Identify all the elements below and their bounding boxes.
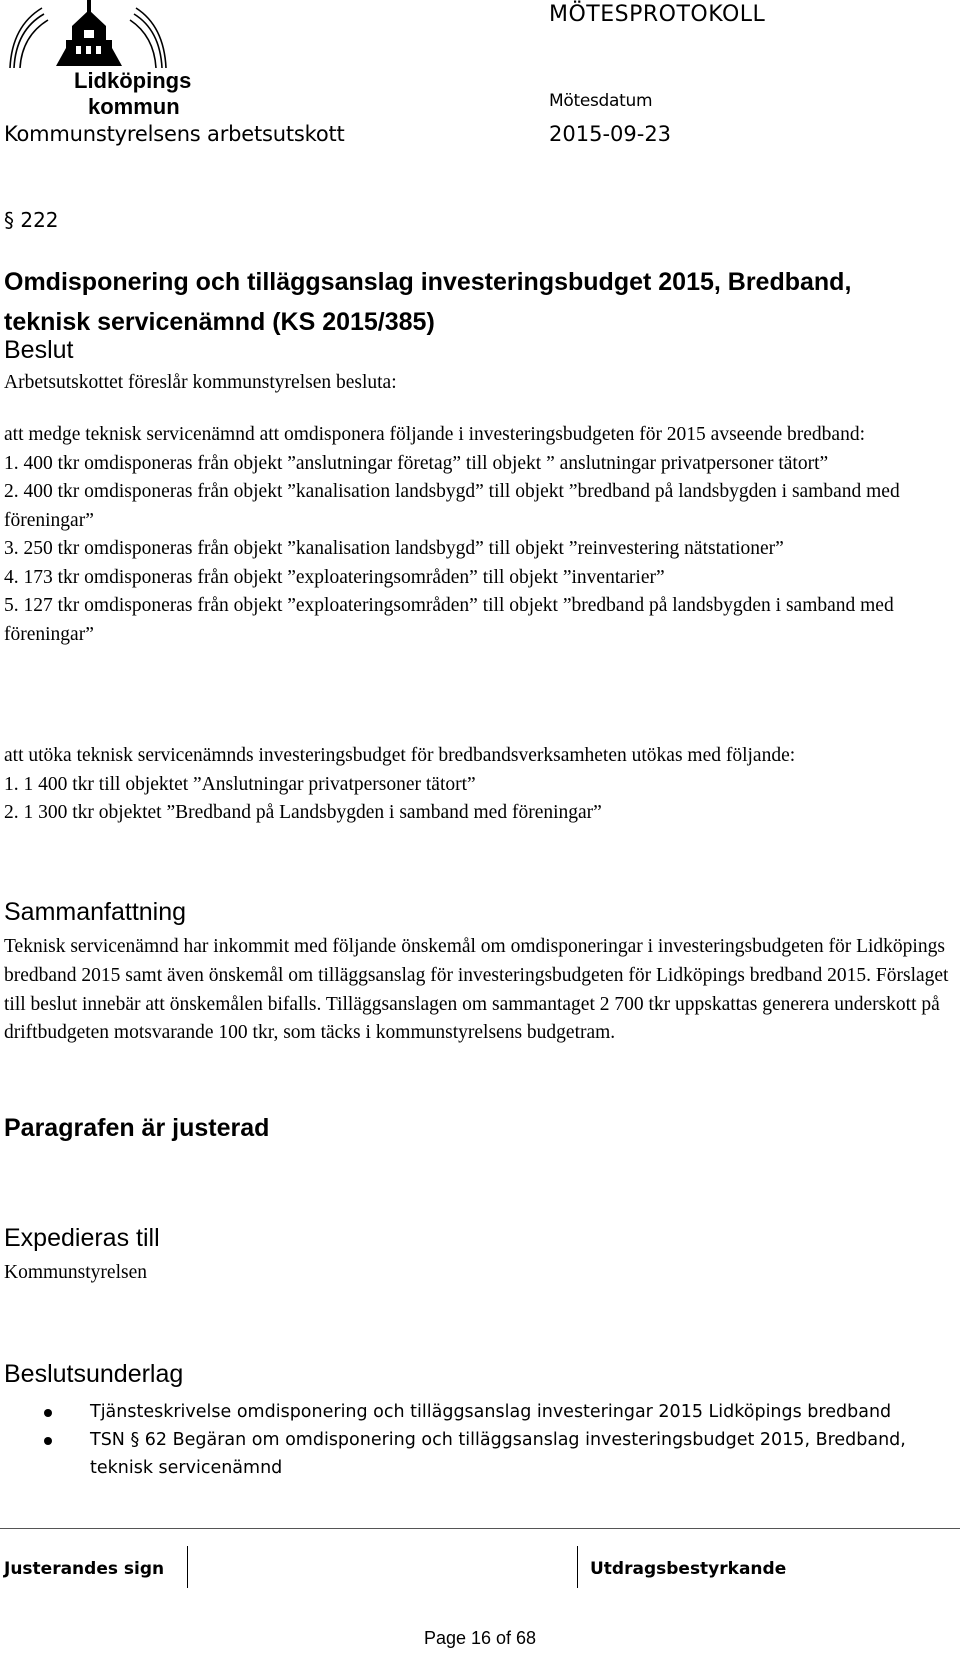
signature-box-divider xyxy=(187,1546,188,1588)
document-type: MÖTESPROTOKOLL xyxy=(549,2,766,27)
list-item: 2. 400 tkr omdisponeras från objekt ”kanalisation landsbygd” till objekt ”bredband på landsbygden i samband med föreningar” xyxy=(4,481,900,531)
bullet-icon xyxy=(44,1409,52,1417)
meeting-date-label: Mötesdatum xyxy=(549,91,653,111)
list-item-text: TSN § 62 Begäran om omdisponering och tilläggsanslag investeringsbudget 2015, Bredband, teknisk servicenämnd xyxy=(90,1430,906,1478)
beslut-part2-lead: att utöka teknisk servicenämnds investeringsbudget för bredbandsverksamheten utökas med följande: xyxy=(4,745,796,766)
list-item: 4. 173 tkr omdisponeras från objekt ”exploateringsområden” till objekt ”inventarier” xyxy=(4,566,665,588)
committee-name: Kommunstyrelsens arbetsutskott xyxy=(4,122,345,146)
paragraph-number: § 222 xyxy=(4,208,59,232)
list-item: 5. 127 tkr omdisponeras från objekt ”exploateringsområden” till objekt ”bredband på landsbygden i samband med föreningar” xyxy=(4,595,894,645)
list-item-text: Tjänsteskrivelse omdisponering och tilläggsanslag investeringar 2015 Lidköpings bredband xyxy=(90,1402,892,1422)
beslut-intro: Arbetsutskottet föreslår kommunstyrelsen besluta: xyxy=(4,372,397,393)
page-number: Page 16 of 68 xyxy=(423,1628,537,1648)
list-item xyxy=(0,1426,960,1482)
sammanfattning-heading: Sammanfattning xyxy=(4,898,187,926)
meeting-date: 2015-09-23 xyxy=(549,122,672,146)
beslut-part2 xyxy=(4,742,954,828)
list-item: 2. 1 300 tkr objektet ”Bredband på Landsbygden i samband med föreningar” xyxy=(4,802,602,823)
page-title xyxy=(4,262,954,342)
expedieras-heading: Expedieras till xyxy=(4,1224,160,1252)
title-line-2: teknisk servicenämnd (KS 2015/385) xyxy=(4,308,435,336)
beslut-heading: Beslut xyxy=(4,336,74,364)
beslutsunderlag-list xyxy=(0,1398,960,1482)
utdragsbestyrkande-label: Utdragsbestyrkande xyxy=(590,1559,787,1579)
title-line-1: Omdisponering och tilläggsanslag investeringsbudget 2015, Bredband, xyxy=(4,268,852,296)
beslut-part1-lead: att medge teknisk servicenämnd att omdisponera följande i investeringsbudgeten för 2015 avseende bredband: xyxy=(4,424,865,445)
justerandes-sign-label: Justerandes sign xyxy=(4,1559,165,1579)
list-item xyxy=(0,1398,960,1426)
logo-wordmark-line2: kommun xyxy=(88,94,180,119)
beslut-part1 xyxy=(4,421,954,649)
list-item: 3. 250 tkr omdisponeras från objekt ”kanalisation landsbygd” till objekt ”reinvestering nätstationer” xyxy=(4,538,784,559)
crest-icon xyxy=(4,0,174,70)
footer-divider xyxy=(0,1528,960,1529)
list-item: 1. 400 tkr omdisponeras från objekt ”anslutningar företag” till objekt ” anslutningar privatpersoner tätort” xyxy=(4,452,829,474)
list-item: 1. 1 400 tkr till objektet ”Anslutningar privatpersoner tätort” xyxy=(4,773,476,795)
sammanfattning-text: Teknisk servicenämnd har inkommit med följande önskemål om omdisponeringar i investeringsbudgeten för Lidköpings bredband 2015 samt även önskemål om tilläggsanslag för investeringsbudgeten för Lidköpings bredband 2015. Förslaget till beslut innebär att önskemålen bifalls. Tilläggsanslagen om sammantaget 2 700 tkr uppskattas generera underskott på driftbudgeten motsvarande 100 tkr, som täcks i kommunstyrelsens budgetram. xyxy=(4,936,949,1044)
justerad-heading: Paragrafen är justerad xyxy=(4,1114,270,1142)
beslutsunderlag-heading: Beslutsunderlag xyxy=(4,1360,184,1388)
expedieras-recipient: Kommunstyrelsen xyxy=(4,1262,147,1283)
bullet-icon xyxy=(44,1437,52,1445)
signature-box-divider xyxy=(577,1546,578,1588)
lidkoping-logo xyxy=(4,0,192,120)
logo-wordmark-line1: Lidköpings xyxy=(74,68,192,93)
